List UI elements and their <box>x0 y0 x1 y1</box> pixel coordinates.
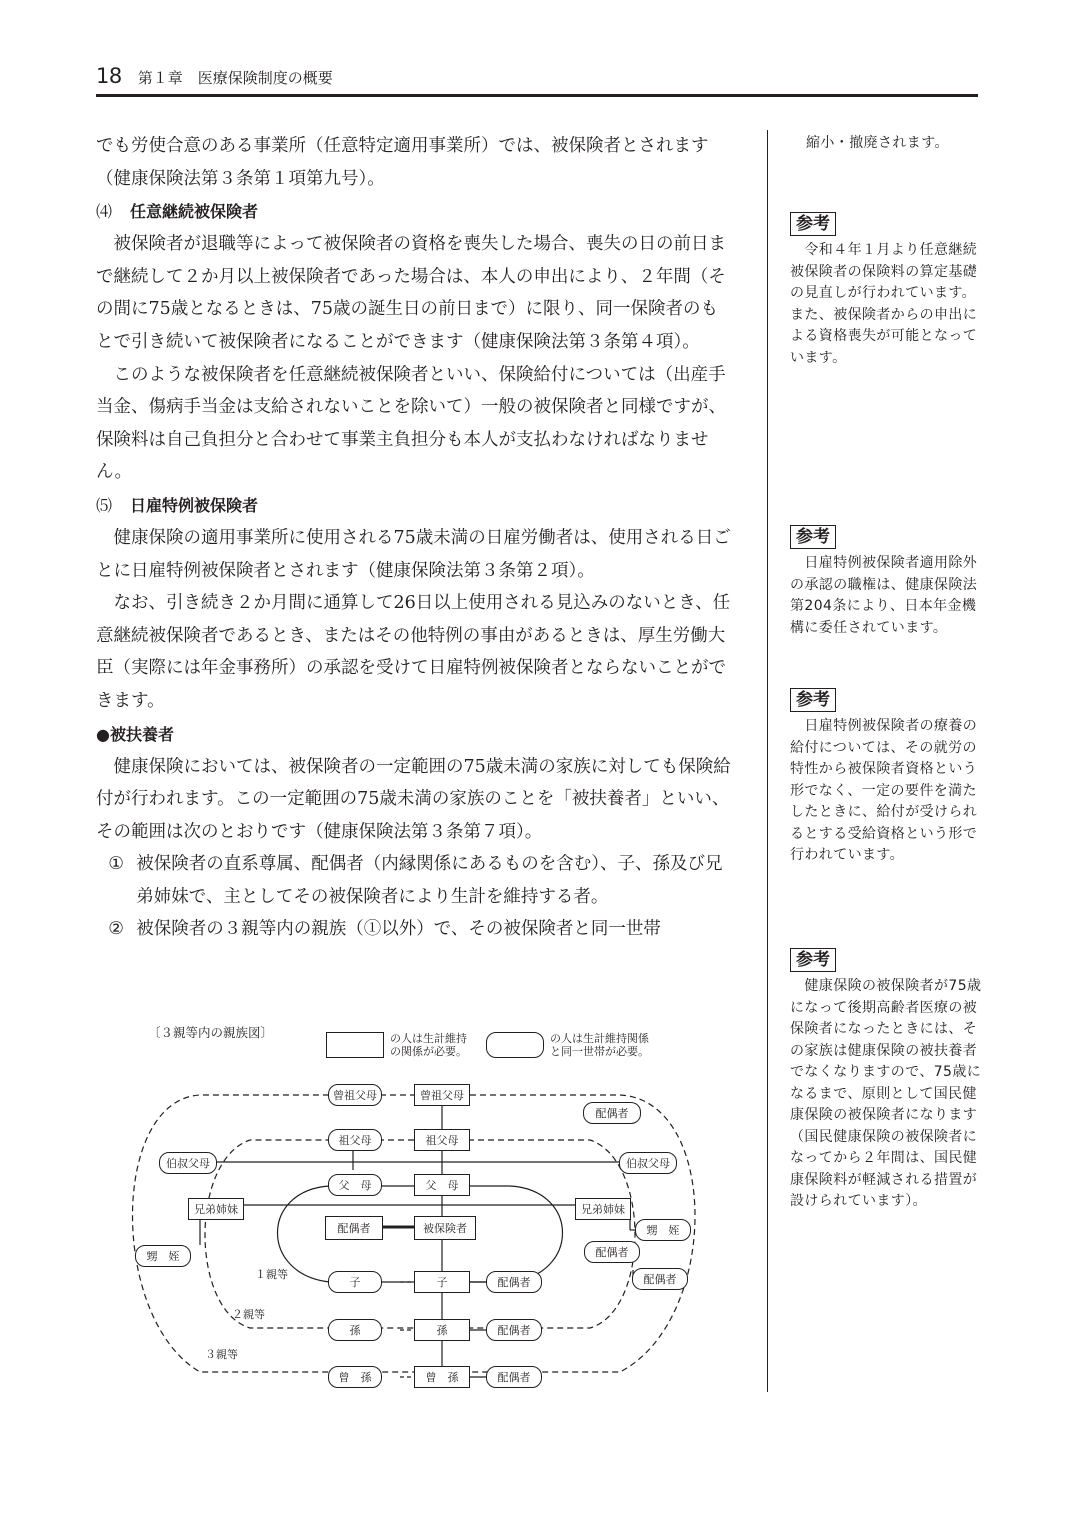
side-note-text: 縮小・撤廃されます。 <box>806 135 949 151</box>
dependents-heading: ●被扶養者 <box>96 724 174 744</box>
side-note-text: 日雇特例被保険者の療養の給付については、その就労の特性から被保険者資格という形でなく、一定の要件を満たしたときに、給付が受けられるとする受給資格という形で行われています。 <box>790 718 978 863</box>
node-spouse-upper-right: 配偶者 <box>583 1102 641 1124</box>
kinship-diagram <box>130 1020 700 1392</box>
node-grandparents-center: 祖父母 <box>414 1129 470 1151</box>
side-note-text: 健康保険の被保険者が75歳になって後期高齢者医療の被保険者になったときには、その家族は健康保険の被扶養者でなくなりますので、75歳になるまで、原則として国民健康保険の被保険者になります（国民健康保険の被保険者になってから２年間は、国民健康保険料が軽減される措置が設けられています）。 <box>790 978 982 1209</box>
node-uncle-aunt-left: 伯叔父母 <box>159 1152 217 1174</box>
section-5-paragraph-1: 健康保険の適用事業所に使用される75歳未満の日雇労働者は、使用される日ごとに日雇特例被保険者とされます（健康保険法第３条第２項）。 <box>96 527 731 581</box>
chapter-title: 第１章 医療保険制度の概要 <box>137 69 333 87</box>
reference-label: 参考 <box>790 212 836 236</box>
section-4-number: ⑷ <box>96 202 113 222</box>
legend-rounded-box <box>486 1032 544 1058</box>
section-4-title: 任意継続被保険者 <box>130 202 259 222</box>
item-text: 被保険者の３親等内の親族（①以外）で、その被保険者と同一世帯 <box>136 919 661 940</box>
header-rule <box>96 94 978 97</box>
section-4-heading <box>96 195 734 228</box>
diagram-title: 〔３親等内の親族図〕 <box>148 1025 274 1040</box>
reference-label: 参考 <box>790 525 836 549</box>
legend-rect-box <box>326 1032 384 1058</box>
reference-label: 参考 <box>790 948 836 972</box>
page-number: 18 <box>96 64 122 88</box>
degree-2-label: ２親等 <box>232 1308 265 1321</box>
dependents-item-1 <box>96 848 734 913</box>
node-child-left: 子 <box>328 1271 382 1293</box>
legend-rect-text: の人は生計維持 の関係が必要。 <box>390 1032 467 1058</box>
node-spouse-of-child: 配偶者 <box>486 1271 542 1293</box>
node-insured: 被保険者 <box>414 1216 476 1240</box>
node-spouse: 配偶者 <box>325 1216 383 1240</box>
dependents-paragraph: 健康保険においては、被保険者の一定範囲の75歳未満の家族に対しても保険給付が行われます。この一定範囲の75歳未満の家族のことを「被扶養者」といい、その範囲は次のとおりです（健康保険法第３条第７項）。 <box>96 756 731 842</box>
node-grandparents-left: 祖父母 <box>328 1129 382 1151</box>
node-great-grandparents-center: 曾祖父母 <box>414 1084 470 1106</box>
degree-1-label: １親等 <box>255 1268 288 1281</box>
section-5-title: 日雇特例被保険者 <box>130 495 259 515</box>
item-text: 被保険者の直系尊属、配偶者（内縁関係にあるものを含む）、子、孫及び兄弟姉妹で、主としてその被保険者により生計を維持する者。 <box>136 854 723 907</box>
side-note-continuation <box>806 133 1001 155</box>
node-grandchild-left: 孫 <box>328 1319 382 1341</box>
section-5-number: ⑸ <box>96 495 113 515</box>
side-note-text: 日雇特例被保険者適用除外の承認の職権は、健康保険法第204条により、日本年金機構に委任されています。 <box>790 555 978 636</box>
legend-rounded-text: の人は生計維持関係 と同一世帯が必要。 <box>550 1032 649 1058</box>
node-spouse-of-nephew-right: 配偶者 <box>632 1268 688 1290</box>
node-great-grandparents-left: 曾祖父母 <box>328 1084 382 1106</box>
node-great-grandchild-center: 曾 孫 <box>414 1366 470 1388</box>
node-nephew-niece-right: 甥 姪 <box>635 1219 691 1241</box>
item-marker: ① <box>108 854 124 875</box>
item-marker: ② <box>108 919 124 940</box>
main-column <box>96 130 734 946</box>
section-5-heading <box>96 489 734 522</box>
page-header <box>96 64 333 88</box>
node-siblings-left: 兄弟姉妹 <box>188 1198 244 1220</box>
column-divider <box>767 130 768 1392</box>
section-5-paragraph-2: なお、引き続き２か月間に通算して26日以上使用される見込みのないとき、任意継続被保険者であるとき、またはその他特例の事由があるときは、厚生労働大臣（実際には年金事務所）の承認を受けて日雇特例被保険者とならないことができます。 <box>96 593 731 711</box>
node-spouse-of-siblings-right: 配偶者 <box>584 1241 640 1263</box>
side-note-text: 令和４年１月より任意継続被保険者の保険料の算定基礎の見直しが行われています。また、被保険者からの申出による資格喪失が可能となっています。 <box>790 242 978 366</box>
node-siblings-right: 兄弟姉妹 <box>575 1198 631 1220</box>
node-uncle-aunt-right: 伯叔父母 <box>619 1152 677 1174</box>
node-parents-left: 父 母 <box>328 1174 382 1196</box>
node-grandchild-center: 孫 <box>414 1319 470 1341</box>
reference-label: 参考 <box>790 688 836 712</box>
node-child-center: 子 <box>414 1271 470 1293</box>
node-parents-center: 父 母 <box>414 1174 470 1196</box>
section-4-paragraph-1: 被保険者が退職等によって被保険者の資格を喪失した場合、喪失の日の前日まで継続して２か月以上被保険者であった場合は、本人の申出により、２年間（その間に75歳となるときは、75歳の誕生日の前日まで）に限り、同一保険者のもとで引き続いて被保険者になることができます（健康保険法第３条第４項）。 <box>96 234 726 352</box>
degree-3-label: ３親等 <box>205 1348 238 1361</box>
side-note-3 <box>790 688 985 867</box>
side-note-1 <box>790 212 985 369</box>
node-great-grandchild-left: 曾 孫 <box>328 1366 382 1388</box>
node-nephew-niece-left: 甥 姪 <box>135 1245 191 1267</box>
intro-paragraph: でも労使合意のある事業所（任意特定適用事業所）では、被保険者とされます（健康保険法第３条第１項第九号）。 <box>96 136 709 189</box>
side-note-2 <box>790 525 985 639</box>
dependents-item-2 <box>96 913 734 946</box>
section-4-paragraph-2: このような被保険者を任意継続被保険者といい、保険給付については（出産手当金、傷病手当金は支給されないことを除いて）一般の被保険者と同様ですが、保険料は自己負担分と合わせて事業主負担分も本人が支払わなければなりません。 <box>96 364 726 483</box>
side-note-4 <box>790 948 985 1213</box>
node-spouse-of-great-grandchild: 配偶者 <box>486 1366 542 1388</box>
node-spouse-of-grandchild: 配偶者 <box>486 1319 542 1341</box>
